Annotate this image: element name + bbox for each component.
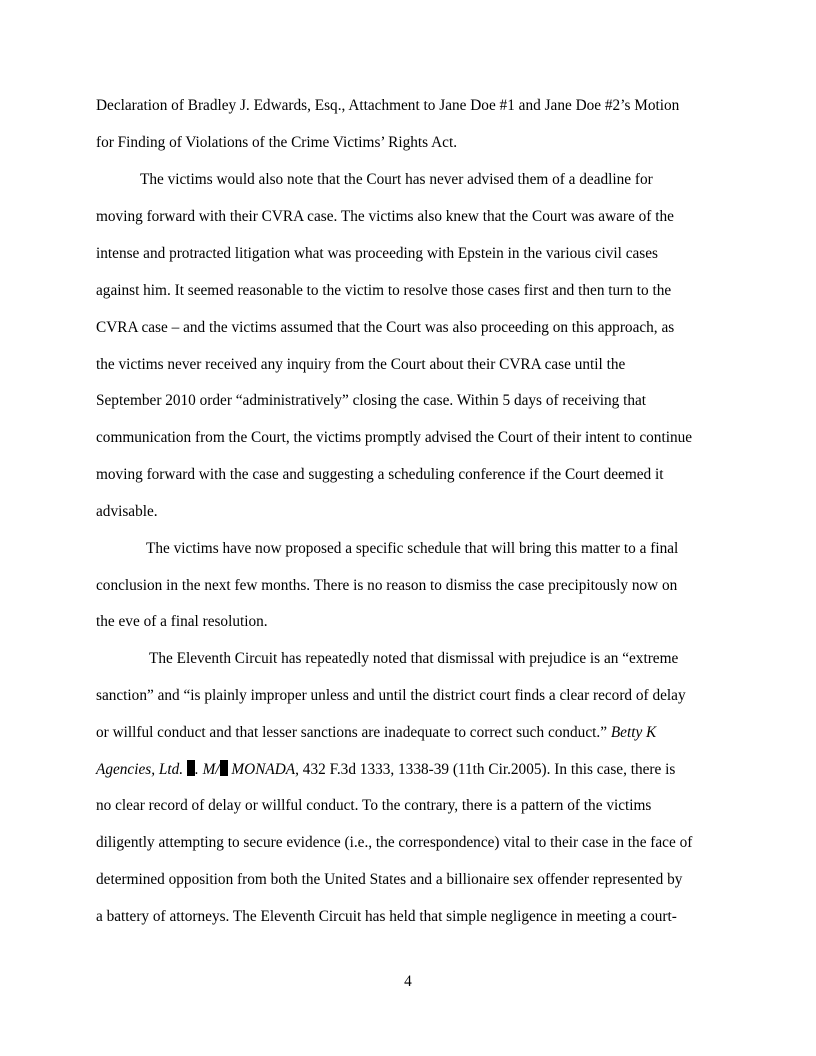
case-citation: MONADA,: [227, 761, 299, 778]
paragraph-line: The victims have now proposed a specific schedule that will bring this matter to a final: [146, 540, 679, 557]
paragraph-line: moving forward with their CVRA case. The victims also knew that the Court was aware of the: [96, 208, 674, 225]
paragraph-line: sanction” and “is plainly improper unless and until the district court finds a clear record of delay: [96, 687, 686, 704]
paragraph-line: a battery of attorneys. The Eleventh Circuit has held that simple negligence in meeting a court-: [96, 908, 677, 925]
paragraph-line: moving forward with the case and suggesting a scheduling conference if the Court deemed it: [96, 466, 664, 483]
paragraph-line: conclusion in the next few months. There is no reason to dismiss the case precipitously now on: [96, 577, 678, 594]
redaction-mark: [187, 760, 195, 776]
case-citation: Agencies, Ltd.: [96, 761, 187, 778]
paragraph-line: September 2010 order “administratively” closing the case. Within 5 days of receiving that: [96, 392, 647, 409]
paragraph-line: determined opposition from both the United States and a billionaire sex offender represented by: [96, 871, 683, 888]
paragraph-line: [96, 760, 675, 780]
paragraph-line: The Eleventh Circuit has repeatedly noted that dismissal with prejudice is an “extreme: [149, 650, 679, 667]
paragraph-line: against him. It seemed reasonable to the victim to resolve those cases first and then turn to the: [96, 282, 672, 299]
paragraph-line: intense and protracted litigation what was proceeding with Epstein in the various civil cases: [96, 245, 659, 262]
paragraph-line: Declaration of Bradley J. Edwards, Esq., Attachment to Jane Doe #1 and Jane Doe #2’s Motion: [96, 97, 680, 114]
text-run: or willful conduct and that lesser sanctions are inadequate to correct such conduct.”: [96, 724, 611, 741]
case-citation: Betty K: [610, 724, 657, 741]
paragraph-line: CVRA case – and the victims assumed that the Court was also proceeding on this approach, as: [96, 319, 675, 336]
paragraph-line: the victims never received any inquiry from the Court about their CVRA case until the: [96, 356, 626, 373]
text-run: 432 F.3d 1333, 1338-39 (11th Cir.2005). In this case, there is: [298, 761, 676, 778]
page-number: 4: [404, 973, 412, 990]
paragraph-line: communication from the Court, the victims promptly advised the Court of their intent to continue: [96, 429, 693, 446]
paragraph-line: the eve of a final resolution.: [96, 613, 268, 630]
case-citation: . M/: [194, 761, 220, 778]
redaction-mark: [220, 760, 228, 776]
paragraph-line: diligently attempting to secure evidence (i.e., the correspondence) vital to their case in the face of: [96, 834, 693, 851]
paragraph-line: advisable.: [96, 503, 158, 520]
paragraph-line: for Finding of Violations of the Crime Victims’ Rights Act.: [96, 134, 458, 151]
paragraph-line: no clear record of delay or willful conduct. To the contrary, there is a pattern of the victims: [96, 797, 652, 814]
paragraph-line: [96, 723, 656, 743]
paragraph-line: The victims would also note that the Court has never advised them of a deadline for: [140, 171, 653, 188]
